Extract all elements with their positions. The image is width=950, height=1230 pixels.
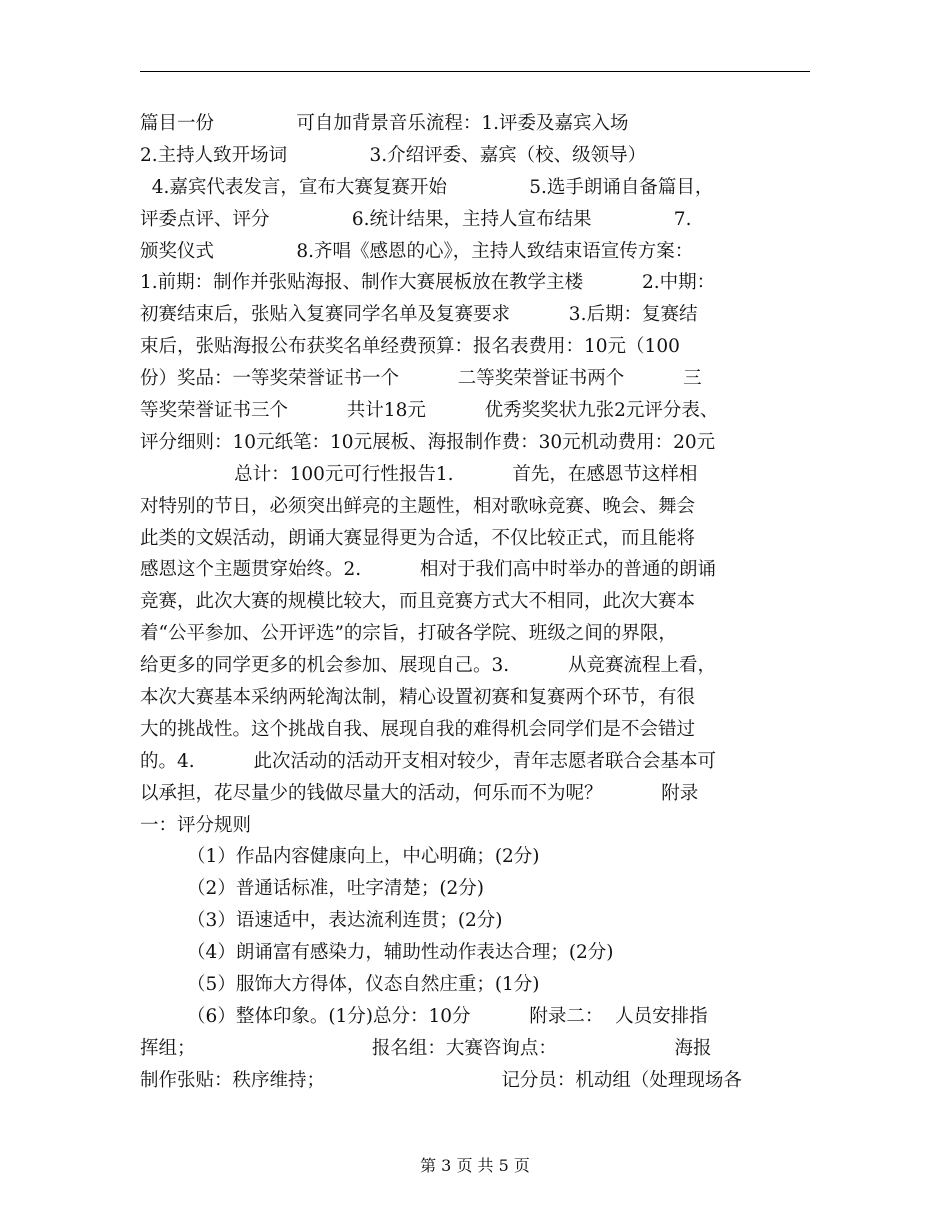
text-line-4: 评委点评、评分 6.统计结果，主持人宣布结果 7. xyxy=(140,208,692,230)
text-line-5: 颁奖仪式 8.齐唱《感恩的心》，主持人致结束语宣传方案： xyxy=(140,240,694,262)
text-line-1: 篇目一份 可自加背景音乐流程：1.评委及嘉宾入场 xyxy=(140,113,629,134)
text-line-16: 竞赛，此次大赛的规模比较大，而且竞赛方式大不相同，此次大赛本 xyxy=(140,591,696,613)
text-line-21: 的。4. 此次活动的活动开支相对较少，青年志愿者联合会基本可 xyxy=(140,750,716,772)
page-number-footer: 第 3 页 共 5 页 xyxy=(420,1156,530,1175)
text-line-31: 制作张贴：秩序维持； 记分员：机动组（处理现场各 xyxy=(140,1069,742,1091)
text-line-12: 总计：100元可行性报告1. 首先，在感恩节这样相 xyxy=(140,463,698,485)
scoring-rule-6: （6）整体印象。(1分)总分：10分 附录二： 人员安排指 xyxy=(140,1005,708,1027)
text-line-9: 份）奖品：一等奖荣誉证书一个 二等奖荣誉证书两个 三 xyxy=(140,368,702,390)
text-line-20: 大的挑战性。这个挑战自我、展现自我的难得机会同学们是不会错过 xyxy=(140,718,696,740)
scoring-rule-4: （4）朗诵富有感染力，辅助性动作表达合理；(2分) xyxy=(140,942,614,964)
text-line-3: 4.嘉宾代表发言，宣布大赛复赛开始 5.选手朗诵自备篇目， xyxy=(140,176,714,198)
scoring-rule-1: （1）作品内容健康向上，中心明确；(2分) xyxy=(140,846,540,868)
text-line-19: 本次大赛基本采纳两轮淘汰制，精心设置初赛和复赛两个环节，有很 xyxy=(140,687,696,709)
text-line-22: 以承担，花尽量少的钱做尽量大的活动，何乐而不为呢？ 附录 xyxy=(140,782,699,804)
header-rule xyxy=(140,71,810,72)
text-line-30: 挥组； 报名组：大赛咨询点： 海报 xyxy=(140,1037,712,1059)
text-line-10: 等奖荣誉证书三个 共计18元 优秀奖奖状九张2元评分表、 xyxy=(140,400,719,422)
text-line-11: 评分细则：10元纸笔：10元展板、海报制作费：30元机动费用：20元 xyxy=(140,431,716,453)
text-line-8: 束后，张贴海报公布获奖名单经费预算：报名表费用：10元（100 xyxy=(140,336,680,358)
scoring-rule-5: （5）服饰大方得体，仪态自然庄重；(1分) xyxy=(140,974,540,996)
text-line-23: 一：评分规则 xyxy=(140,814,252,836)
scoring-rule-3: （3）语速适中，表达流利连贯；(2分) xyxy=(140,910,503,932)
text-line-14: 此类的文娱活动，朗诵大赛显得更为合适，不仅比较正式，而且能将 xyxy=(140,527,696,549)
text-line-17: 着“公平参加、公开评选”的宗旨，打破各学院、班级之间的界限， xyxy=(140,623,677,645)
text-line-2: 2.主持人致开场词 3.介绍评委、嘉宾（校、级领导） xyxy=(140,144,647,166)
text-line-6: 1.前期：制作并张贴海报、制作大赛展板放在教学主楼 2.中期： xyxy=(140,272,716,294)
scoring-rule-2: （2）普通话标准，吐字清楚；(2分) xyxy=(140,878,485,900)
document-body xyxy=(140,108,812,1097)
text-line-13: 对特别的节日，必须突出鲜亮的主题性，相对歌咏竞赛、晚会、舞会 xyxy=(140,495,696,517)
text-line-7: 初赛结束后，张贴入复赛同学名单及复赛要求 3.后期：复赛结 xyxy=(140,304,698,326)
text-line-18: 给更多的同学更多的机会参加、展现自己。3. 从竞赛流程上看， xyxy=(140,655,716,677)
text-line-15: 感恩这个主题贯穿始终。2. 相对于我们高中时举办的普通的朗诵 xyxy=(140,559,716,581)
